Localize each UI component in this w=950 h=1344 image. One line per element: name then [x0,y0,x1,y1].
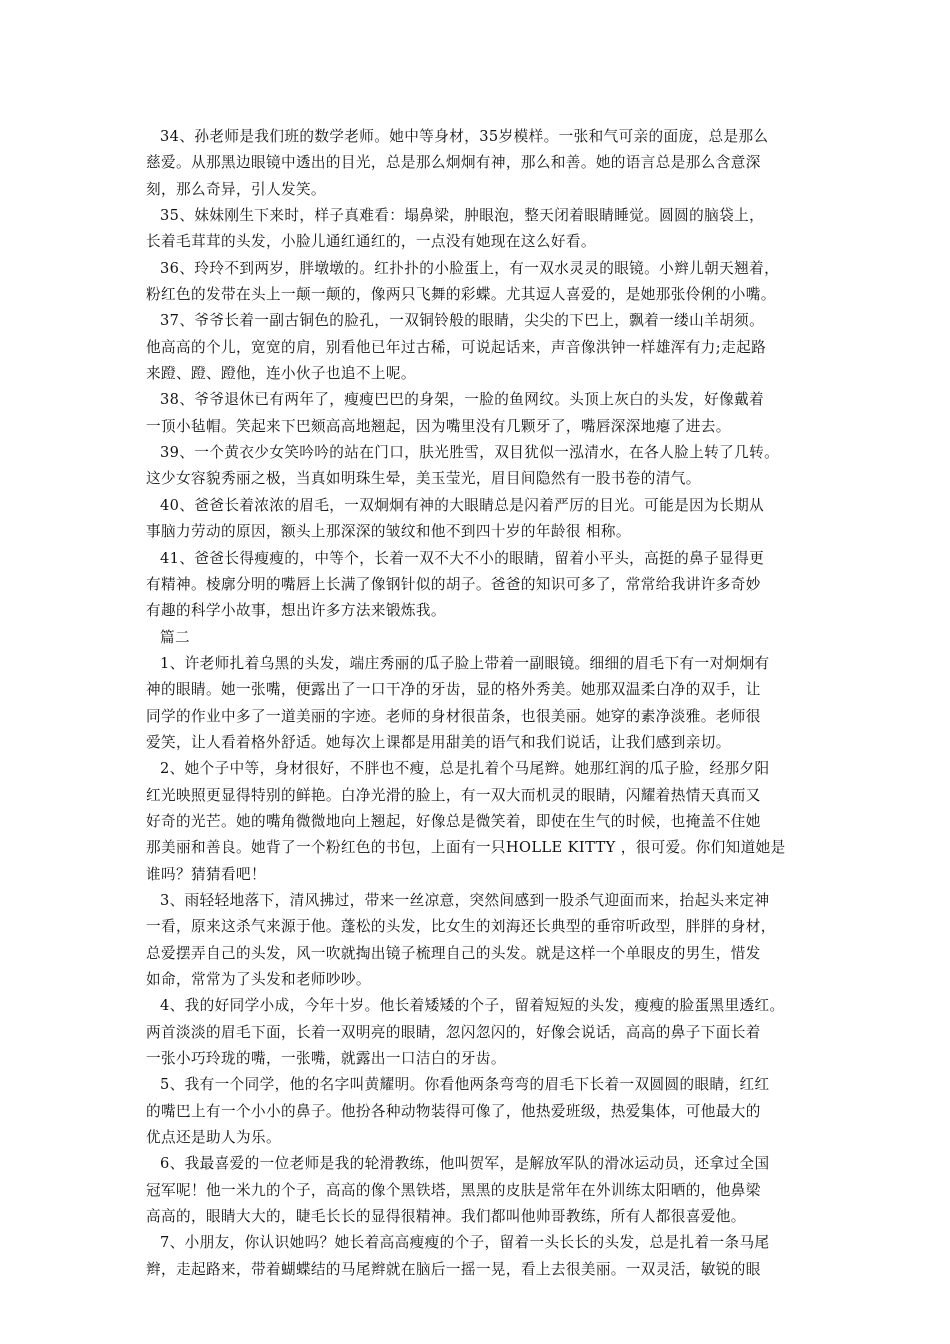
document-page [146,124,806,1283]
text-line: 如命，常常为了头发和老师吵吵。 [146,971,371,988]
text-line: 粉红色的发带在头上一颠一颠的，像两只飞舞的彩蝶。尤其逗人喜爱的，是她那张伶俐的小嘴。 [146,286,776,304]
text-line: 慈爱。从那黑边眼镜中透出的目光，总是那么炯炯有神，那么和善。她的语言总是那么含意深 [146,154,761,172]
paragraph [146,387,806,440]
text-line: 有趣的科学小故事，想出许多方法来锻炼我。 [146,602,446,620]
text-line: 38、爷爷退休已有两年了，瘦瘦巴巴的身架，一脸的鱼网纹。头顶上灰白的头发，好像戴着 [160,391,765,409]
text-line: 34、孙老师是我们班的数学老师。她中等身材，35岁模样。一张和气可亲的面庞，总是那么 [160,128,769,145]
text-line: 一顶小毡帽。笑起来下巴颏高高地翘起，因为嘴里没有几颗牙了，嘴唇深深地瘪了进去。 [146,417,731,435]
text-line: 红光映照更显得特别的鲜艳。白净光滑的脸上，有一双大而机灵的眼睛，闪耀着热情天真而又 [146,786,761,804]
text-line: 2、她个子中等，身材很好，不胖也不瘦，总是扎着个马尾辫。她那红润的瓜子脸，经那夕阳 [160,760,770,778]
text-line: 一看，原来这杀气来源于他。蓬松的头发，比女生的刘海还长典型的垂帘听政型，胖胖的身材， [146,918,776,936]
text-line: 的嘴巴上有一个小小的鼻子。他扮各种动物装得可像了，他热爱班级，热爱集体，可他最大的 [146,1102,761,1120]
paragraph [146,256,806,309]
text-line: 7、小朋友，你认识她吗？她长着高高瘦瘦的个子，留着一头长长的头发，总是扎着一条马尾 [160,1234,770,1252]
text-line: 事脑力劳动的原因，额头上那深深的皱纹和他不到四十岁的年龄很 相称。 [146,523,631,541]
paragraph [146,888,806,993]
text-line: 总爱摆弄自己的头发，风一吹就掏出镜子梳理自己的头发。就是这样一个单眼皮的男生，惜发 [146,944,761,962]
text-line: 有精神。棱廓分明的嘴唇上长满了像钢针似的胡子。爸爸的知识可多了，常常给我讲许多奇妙 [146,575,761,593]
text-line: 37、爷爷长着一副古铜色的脸孔，一双铜铃般的眼睛，尖尖的下巴上，飘着一缕山羊胡须。 [160,312,765,330]
paragraph [146,124,806,203]
paragraph [146,1072,806,1151]
text-line: 41、爸爸长得瘦瘦的，中等个，长着一双不大不小的眼睛，留着小平头，高挺的鼻子显得更 [160,549,765,567]
paragraph-group-two [146,651,806,1283]
text-line: 冠军呢！他一米九的个子，高高的像个黑铁塔，黑黑的皮肤是常年在外训练太阳晒的，他鼻梁 [146,1181,761,1199]
text-line: 40、爸爸长着浓浓的眉毛，一双炯炯有神的大眼睛总是闪着严厉的目光。可能是因为长期从 [160,496,765,514]
paragraph [146,203,806,256]
text-line: 39、一个黄衣少女笑吟吟的站在门口，肤光胜雪，双目犹似一泓清水，在各人脸上转了几转。 [160,444,780,462]
text-line: 同学的作业中多了一道美丽的字迹。老师的身材很苗条，也很美丽。她穿的素净淡雅。老师很 [146,707,761,725]
text-line: 两首淡淡的眉毛下面，长着一双明亮的眼睛，忽闪忽闪的，好像会说话，高高的鼻子下面长着 [146,1023,761,1041]
paragraph [146,493,806,546]
text-line: 优点还是助人为乐。 [146,1129,281,1147]
text-line: 好奇的光芒。她的嘴角微微地向上翘起，好像总是微笑着，即使在生气的时候，也掩盖不住她 [146,812,761,830]
text-line: 他高高的个儿，宽宽的肩，别看他已年过古稀，可说起话来，声音像洪钟一样雄浑有力;走起路 [146,338,767,356]
text-line: 1、许老师扎着乌黑的头发，端庄秀丽的瓜子脸上带着一副眼镜。细细的眉毛下有一对炯炯有 [160,654,770,672]
text-line: 36、玲玲不到两岁，胖墩墩的。红扑扑的小脸蛋上，有一双水灵灵的眼镜。小辫儿朝天翘着， [160,259,780,277]
paragraph [146,756,806,888]
paragraph-group-one [146,124,806,625]
text-line: 4、我的好同学小成，今年十岁。他长着矮矮的个子，留着短短的头发，瘦瘦的脸蛋黑里透红。 [160,997,785,1015]
text-line: 35、妹妹刚生下来时，样子真难看：塌鼻梁，肿眼泡，整天闭着眼睛睡觉。圆圆的脑袋上， [160,207,765,225]
text-line: 5、我有一个同学，他的名字叫黄耀明。你看他两条弯弯的眉毛下长着一双圆圆的眼睛，红红 [160,1076,770,1094]
text-line: 辫，走起路来，带着蝴蝶结的马尾辫就在脑后一摇一晃，看上去很美丽。一双灵活，敏锐的眼 [146,1260,761,1278]
paragraph [146,651,806,756]
paragraph [146,1151,806,1230]
text-line: 一张小巧玲珑的嘴，一张嘴，就露出一口洁白的牙齿。 [146,1050,506,1068]
text-line: 来蹬、蹬、蹬他，连小伙子也追不上呢。 [146,365,416,383]
text-line: 那美丽和善良。她背了一个粉红色的书包，上面有一只HOLLE KITTY ，很可爱。你们知道她是 [146,839,786,857]
paragraph [146,993,806,1072]
paragraph [146,546,806,625]
paragraph [146,1230,806,1283]
text-line: 神的眼睛。她一张嘴，便露出了一口干净的牙齿，显的格外秀美。她那双温柔白净的双手，让 [146,681,761,699]
text-line: 6、我最喜爱的一位老师是我的轮滑教练，他叫贺军，是解放军队的滑冰运动员，还拿过全国 [160,1155,770,1173]
paragraph [146,308,806,387]
text-line: 高高的，眼睛大大的，睫毛长长的显得很精神。我们都叫他帅哥教练，所有人都很喜爱他。 [146,1208,746,1226]
text-line: 长着毛茸茸的头发，小脸儿通红通红的，一点没有她现在这么好看。 [146,233,596,251]
text-line: 爱笑，让人看着格外舒适。她每次上课都是用甜美的语气和我们说话，让我们感到亲切。 [146,733,731,751]
section-title: 篇二 [160,628,190,646]
paragraph [146,440,806,493]
text-line: 这少女容貌秀丽之极，当真如明珠生晕，美玉莹光，眉目间隐然有一股书卷的清气。 [146,470,701,488]
text-line: 刻，那么奇异，引人发笑。 [146,180,326,198]
text-line: 3、雨轻轻地落下，清风拂过，带来一丝凉意，突然间感到一股杀气迎面而来，抬起头来定神 [160,891,770,909]
text-line: 谁吗？猜猜看吧！ [146,865,266,883]
